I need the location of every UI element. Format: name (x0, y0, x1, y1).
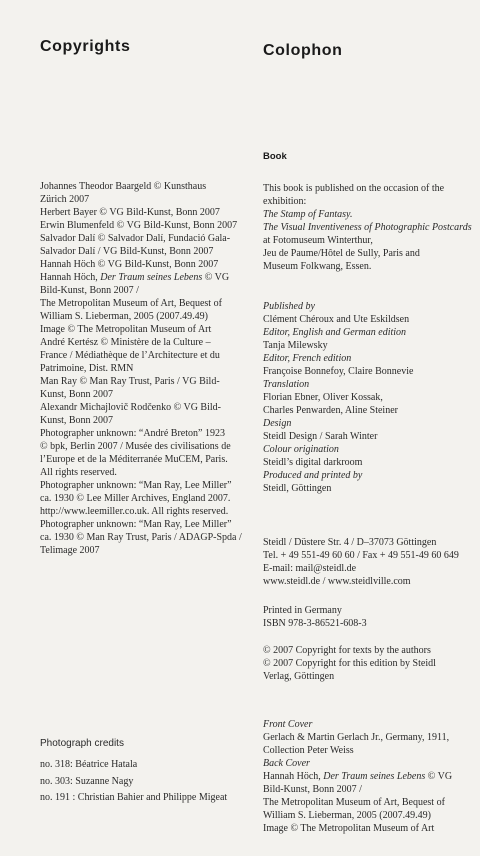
book-label: Book (263, 151, 287, 162)
credit-item: no. 303: Suzanne Nagy (40, 775, 134, 787)
colophon-heading: Colophon (263, 42, 343, 59)
isbn: ISBN 978-3-86521-608-3 (263, 618, 367, 629)
copyright-entry-kertesz: André Kertész © Ministère de la Culture – France / Médiathèque de l’Architecture et du Patrimoine, Dist. RMN (40, 337, 220, 374)
publisher-address: Steidl / Düstere Str. 4 / D–37073 Göttingen Tel. + 49 551-49 60 60 / Fax + 49 551-49 60 649 E-mail: mail@steidl.de www.steidl.de / www.steidlville.com (263, 536, 473, 588)
print-info: Printed in Germany ISBN 978-3-86521-608-3 (263, 604, 473, 630)
photograph-credits-list (40, 757, 252, 807)
copyrights-heading: Copyrights (40, 38, 131, 55)
copyrights-list (40, 180, 252, 557)
photograph-credits-title: Photograph credits (40, 738, 124, 749)
copyright-entry-blumenfeld: Erwin Blumenfeld © VG Bild-Kunst, Bonn 2007 (40, 220, 238, 231)
credit-item: no. 191 : Christian Bahier and Philippe Migeat (40, 792, 228, 803)
copyright-entry-hoch: Hannah Höch © VG Bild-Kunst, Bonn 2007 (40, 259, 219, 270)
colophon-credits: Published by Clément Chéroux and Ute Eskildsen Editor, English and German edition Tanja Milewsky Editor, French edition Françoise Bonnefoy, Claire Bonnevie Translation Florian Ebner, Oliver Kossak, Charles Penwarden, Aline Steiner Design Steidl Design / Sarah Winter Colour origination Steidl’s digital darkroom Produced and printed by Steidl, Göttingen (263, 300, 473, 495)
rights-info: © 2007 Copyright for texts by the authors © 2007 Copyright for this edition by Steidl Verlag, Göttingen (263, 645, 436, 682)
role-label: Produced and printed by (263, 470, 363, 481)
copyright-entry-breton: Photographer unknown: “André Breton” 1923 © bpk, Berlin 2007 / Musée des civilisations de l’Europe et de la Méditerranée MuCEM, Paris. All rights reserved. (40, 428, 231, 478)
colophon-exhibition: This book is published on the occasion of the exhibition: The Stamp of Fantasy. The Visual Inventiveness of Photographic Postcards at Fotomuseum Winterthur, Jeu de Paume/Hôtel de Sully, Paris and Museum Folkwang, Essen. (263, 183, 472, 272)
exhibition-subtitle: The Visual Inventiveness of Photographic Postcards (263, 222, 472, 233)
publisher-email: E-mail: mail@steidl.de (263, 563, 357, 574)
exhibition-title: The Stamp of Fantasy. (263, 209, 353, 220)
credit-item: no. 318: Béatrice Hatala (40, 759, 138, 770)
back-cover-label: Back Cover (263, 758, 310, 769)
copyright-entry-lee-miller-2: Photographer unknown: “Man Ray, Lee Miller” ca. 1930 © Man Ray Trust, Paris / ADAGP-Spda / Telimage 2007 (40, 519, 242, 556)
role-label: Colour origination (263, 444, 339, 455)
copyright-entry-baargeld: Johannes Theodor Baargeld © Kunsthaus Zürich 2007 (40, 181, 207, 205)
role-label: Translation (263, 379, 310, 390)
copyright-entry-hoch-traum: Hannah Höch, Der Traum seines Lebens © VG Bild-Kunst, Bonn 2007 / The Metropolitan Museum of Art, Bequest of William S. Lieberman, 2005 (2007.49.49) Image © The Metropolitan Museum of Art (40, 272, 230, 335)
copyright-entry-man-ray: Man Ray © Man Ray Trust, Paris / VG Bild- Kunst, Bonn 2007 (40, 376, 220, 400)
front-cover-label: Front Cover (263, 719, 313, 730)
copyright-entry-dali: Salvador Dalí © Salvador Dalí, Fundació Gala- Salvador Dalí / VG Bild-Kunst, Bonn 2007 (40, 233, 231, 257)
role-label: Editor, English and German edition (263, 327, 407, 338)
copyright-entry-bayer: Herbert Bayer © VG Bild-Kunst, Bonn 2007 (40, 207, 220, 218)
publisher-websites: www.steidl.de / www.steidlville.com (263, 576, 411, 587)
role-label: Published by (263, 301, 315, 312)
role-label: Editor, French edition (263, 353, 352, 364)
copyright-entry-rodchenko: Alexandr Michajlovič Rodčenko © VG Bild- Kunst, Bonn 2007 (40, 402, 221, 426)
copyright-entry-lee-miller-1: Photographer unknown: “Man Ray, Lee Miller” ca. 1930 © Lee Miller Archives, England 2007. http://www.leemiller.co.uk. All rights reserved. (40, 480, 232, 517)
cover-credits: Front Cover Gerlach & Martin Gerlach Jr., Germany, 1911, Collection Peter Weiss Back Cover Hannah Höch, Der Traum seines Lebens © VG Bild-Kunst, Bonn 2007 / The Metropolitan Museum of Art, Bequest of William S. Lieberman, 2005 (2007.49.49) Image © The Metropolitan Museum of Art (263, 718, 473, 835)
role-label: Design (263, 418, 292, 429)
